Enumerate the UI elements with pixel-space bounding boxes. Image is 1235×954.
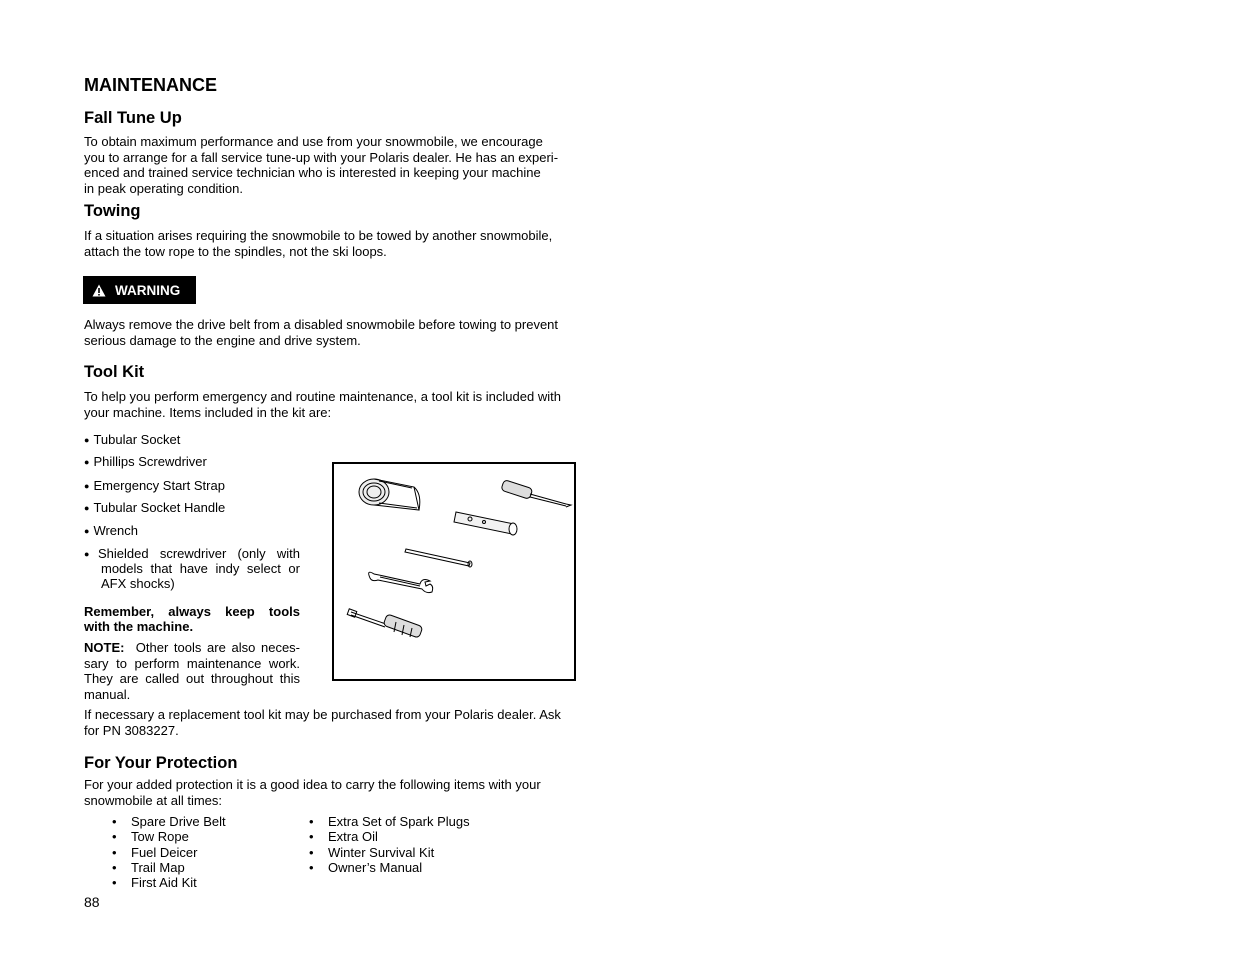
text-line: serious damage to the engine and drive system.: [84, 332, 361, 348]
text-line: Shielded screwdriver (only with: [98, 546, 300, 561]
tubular-socket-handle-icon: [405, 549, 472, 567]
list-item: • Extra Set of Spark Plugs: [328, 814, 470, 829]
text-line: you to arrange for a fall service tune-up with your Polaris dealer. He has an experi-: [84, 149, 559, 165]
text-line: attach the tow rope to the spindles, not the ski loops.: [84, 243, 387, 259]
text-line: Other tools are also neces-: [135, 640, 300, 655]
list-item: [84, 454, 207, 471]
text-line: Remember, always keep tools: [84, 604, 300, 619]
tubular-socket-icon: [454, 512, 517, 535]
tool-kit-paragraph: [84, 389, 578, 420]
emergency-strap-icon: [359, 479, 420, 510]
towing-paragraph: [84, 228, 578, 259]
remember-note: [84, 604, 300, 634]
text-line: They are called out throughout this: [84, 671, 300, 686]
list-item: • First Aid Kit: [131, 875, 226, 890]
list-item: • Fuel Deicer: [131, 845, 226, 860]
list-item: • Owner’s Manual: [328, 860, 470, 875]
text-line: For your added protection it is a good idea to carry the following items with your: [84, 777, 541, 792]
text-line: To obtain maximum performance and use from your snowmobile, we encourage: [84, 134, 543, 149]
protection-list-col2: [328, 814, 470, 875]
list-item: [84, 500, 225, 517]
warning-paragraph: [84, 317, 578, 348]
list-item: [84, 432, 180, 449]
list-item: [84, 523, 138, 540]
tool-kit-drawing: [334, 464, 574, 679]
tool-kit-illustration: [332, 462, 576, 681]
list-item-shielded: [84, 546, 300, 591]
warning-badge: [83, 276, 196, 304]
replacement-paragraph: [84, 707, 578, 738]
warning-label: WARNING: [115, 282, 181, 298]
protection-heading: For Your Protection: [84, 754, 238, 772]
list-item: • Extra Oil: [328, 829, 470, 844]
protection-list-col1: [131, 814, 226, 890]
fall-tune-up-paragraph: [84, 134, 578, 196]
text-line: sary to perform maintenance work.: [84, 655, 300, 671]
list-item: • Tow Rope: [131, 829, 226, 844]
phillips-screwdriver-icon: [501, 480, 571, 507]
text-line: manual.: [84, 686, 131, 702]
protection-paragraph: [84, 777, 578, 808]
text-line: AFX shocks): [101, 576, 175, 591]
tool-kit-heading: Tool Kit: [84, 363, 145, 381]
note-label: NOTE:: [84, 640, 125, 655]
list-item: [84, 478, 225, 495]
list-item-label: Wrench: [93, 523, 138, 538]
note-paragraph: [84, 640, 300, 702]
page-number: 88: [84, 894, 100, 910]
warning-triangle-icon: [92, 284, 106, 297]
list-item-label: Phillips Screwdriver: [93, 454, 207, 469]
text-line: If a situation arises requiring the snowmobile to be towed by another snowmobile,: [84, 228, 553, 243]
text-line: for PN 3083227.: [84, 722, 179, 738]
text-line: To help you perform emergency and routine maintenance, a tool kit is included with: [84, 389, 561, 404]
text-line: models that have indy select or: [101, 561, 300, 576]
text-line: If necessary a replacement tool kit may be purchased from your Polaris dealer. Ask: [84, 707, 561, 722]
text-line: your machine. Items included in the kit are:: [84, 404, 332, 420]
list-item: • Winter Survival Kit: [328, 845, 470, 860]
list-item: • Spare Drive Belt: [131, 814, 226, 829]
wrench-icon: [369, 572, 433, 592]
bullet-icon: [84, 546, 93, 563]
list-item-label: Tubular Socket Handle: [93, 500, 226, 515]
text-line: with the machine.: [84, 619, 194, 634]
towing-heading: Towing: [84, 202, 141, 220]
list-item-label: Tubular Socket: [93, 432, 181, 447]
text-line: Always remove the drive belt from a disabled snowmobile before towing to prevent: [84, 317, 559, 332]
text-line: enced and trained service technician who is interested in keeping your machine: [84, 165, 541, 180]
page-title: MAINTENANCE: [84, 75, 217, 95]
text-line: in peak operating condition.: [84, 180, 244, 196]
text-line: snowmobile at all times:: [84, 792, 222, 808]
fall-tune-up-heading: Fall Tune Up: [84, 109, 182, 127]
list-item: • Trail Map: [131, 860, 226, 875]
list-item-label: Emergency Start Strap: [93, 478, 225, 493]
shielded-screwdriver-icon: [347, 609, 423, 638]
